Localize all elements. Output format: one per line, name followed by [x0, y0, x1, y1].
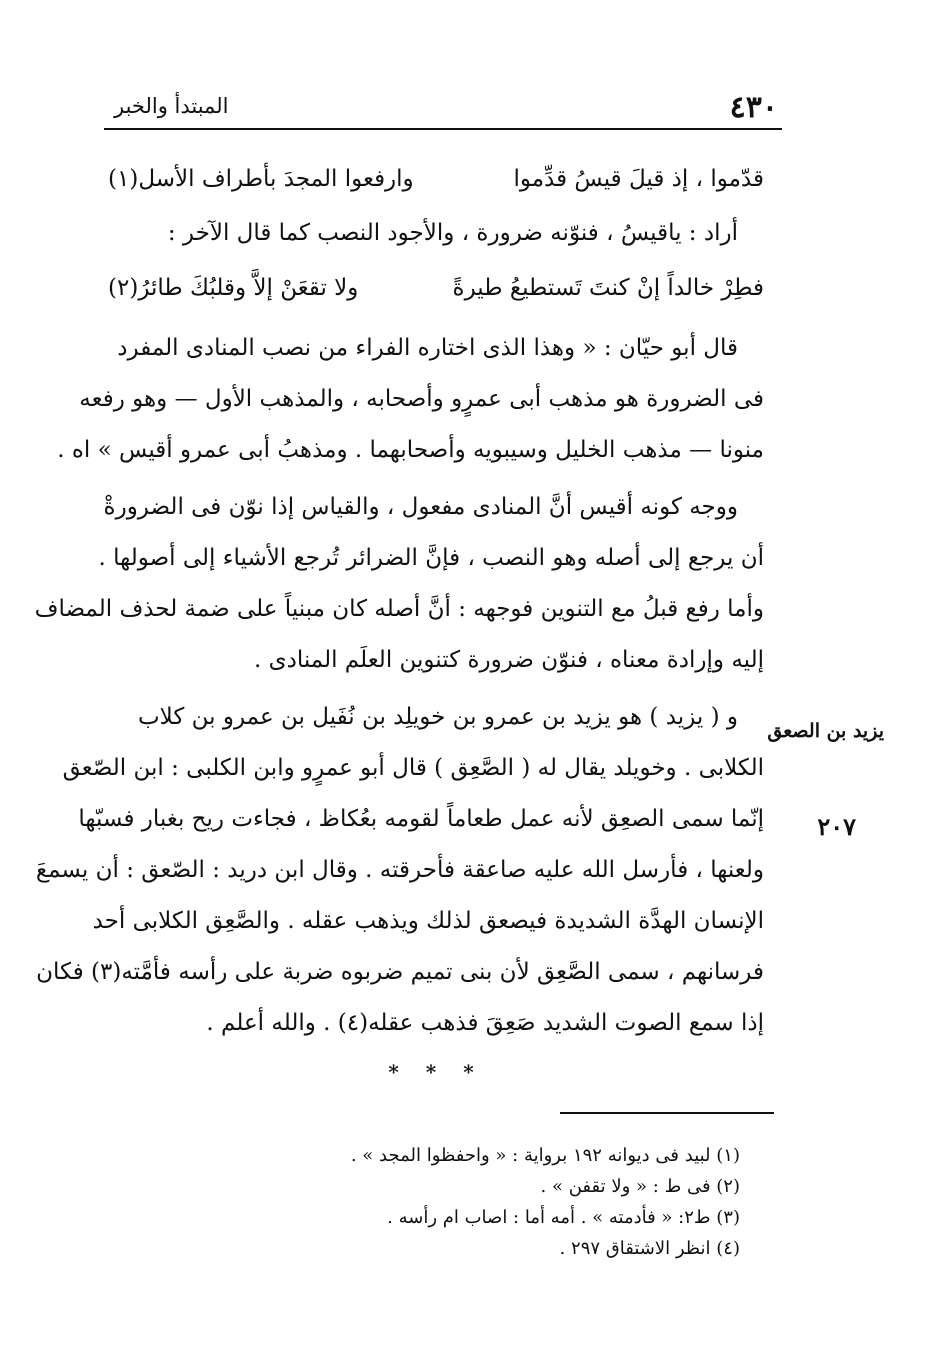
- text-line: إنّما سمى الصعِق لأنه عمل طعاماً لقومه بعُكاظ ، فجاءت ريح بغبار فسبّها: [78, 806, 764, 832]
- page-number: ٤٣٠: [729, 90, 778, 125]
- verse-1-first-hemistich: قدّموا ، إذ قيلَ قيسُ قدِّموا: [513, 166, 764, 192]
- section-separator: * * *: [388, 1060, 484, 1084]
- text-line: وأما رفع قبلُ مع التنوين فوجهه : أنَّ أصله كان مبنياً على ضمة لحذف المضاف: [34, 596, 764, 622]
- footnote: (٤) انظر الاشتقاق ٢٩٧ .: [559, 1238, 740, 1259]
- page-header: [108, 90, 780, 126]
- footnote: (٣) ط٢: « فأدمته » . أمه أما : اصاب ام رأسه .: [387, 1207, 740, 1228]
- text-line: أراد : ياقيسُ ، فنوّنه ضرورة ، والأجود النصب كما قال الآخر :: [167, 220, 738, 246]
- text-line: إليه وإرادة معناه ، فنوّن ضرورة كتنوين العلَم المنادى .: [253, 647, 764, 673]
- verse-1: [108, 150, 764, 208]
- footnotes: [300, 1140, 740, 1264]
- running-title: المبتدأ والخبر: [114, 94, 229, 118]
- verse-2-first-hemistich: فطِرْ خالداً إنْ كنتَ تَستطيعُ طيرةً: [452, 275, 764, 301]
- text-line: منونا — مذهب الخليل وسيبويه وأصحابهما . ومذهبُ أبى عمرو أقيس » اه .: [57, 437, 764, 463]
- verse-2-second-hemistich: ولا تقعَنْ إلاَّ وقلبُكَ طائرُ(٢): [108, 275, 359, 301]
- text-line: فى الضرورة هو مذهب أبى عمرٍو وأصحابه ، والمذهب الأول — وهو رفعه: [79, 386, 764, 412]
- text-line: ووجه كونه أقيس أنَّ المنادى مفعول ، والقياس إذا نوّن فى الضرورةْ: [103, 494, 738, 520]
- margin-heading: يزيد بن الصعق: [767, 720, 884, 742]
- text-line: الكلابى . وخويلد يقال له ( الصَّعِق ) قال أبو عمرٍو وابن الكلبى : ابن الصّعق: [62, 755, 764, 781]
- verse-1-second-hemistich: وارفعوا المجدَ بأطراف الأسل(١): [108, 166, 414, 192]
- text-line: فرسانهم ، سمى الصَّعِق لأن بنى تميم ضربوه ضربة على رأسه فأمَّته(٣) فكان: [36, 959, 764, 985]
- text-line: إذا سمع الصوت الشديد صَعِقَ فذهب عقله(٤) . والله أعلم .: [206, 1010, 764, 1036]
- text-line: الإنسان الهدَّة الشديدة فيصعق لذلك ويذهب عقله . والصَّعِق الكلابى أحد: [92, 908, 764, 934]
- footnote: (٢) فى ط : « ولا تقفن » .: [540, 1176, 740, 1197]
- margin-number: ٢٠٧: [817, 812, 856, 841]
- text-line: و ( يزيد ) هو يزيد بن عمرو بن خويلِد بن نُفَيل بن عمرو بن كلاب: [138, 704, 738, 730]
- footnote-rule: [560, 1112, 774, 1114]
- footnote: (١) لبيد فى ديوانه ١٩٢ برواية : « واحفظوا المجد » .: [350, 1145, 740, 1166]
- verse-2: [108, 259, 764, 317]
- text-line: قال أبو حيّان : « وهذا الذى اختاره الفراء من نصب المنادى المفرد: [117, 335, 738, 361]
- text-line: أن يرجع إلى أصله وهو النصب ، فإنَّ الضرائر تُرجع الأشياء إلى أصولها .: [98, 545, 764, 571]
- main-text: [34, 150, 764, 1095]
- text-line: ولعنها ، فأرسل الله عليه صاعقة فأحرقته . وقال ابن دريد : الصّعق : أن يسمعَ: [35, 857, 764, 883]
- header-rule: [104, 128, 782, 130]
